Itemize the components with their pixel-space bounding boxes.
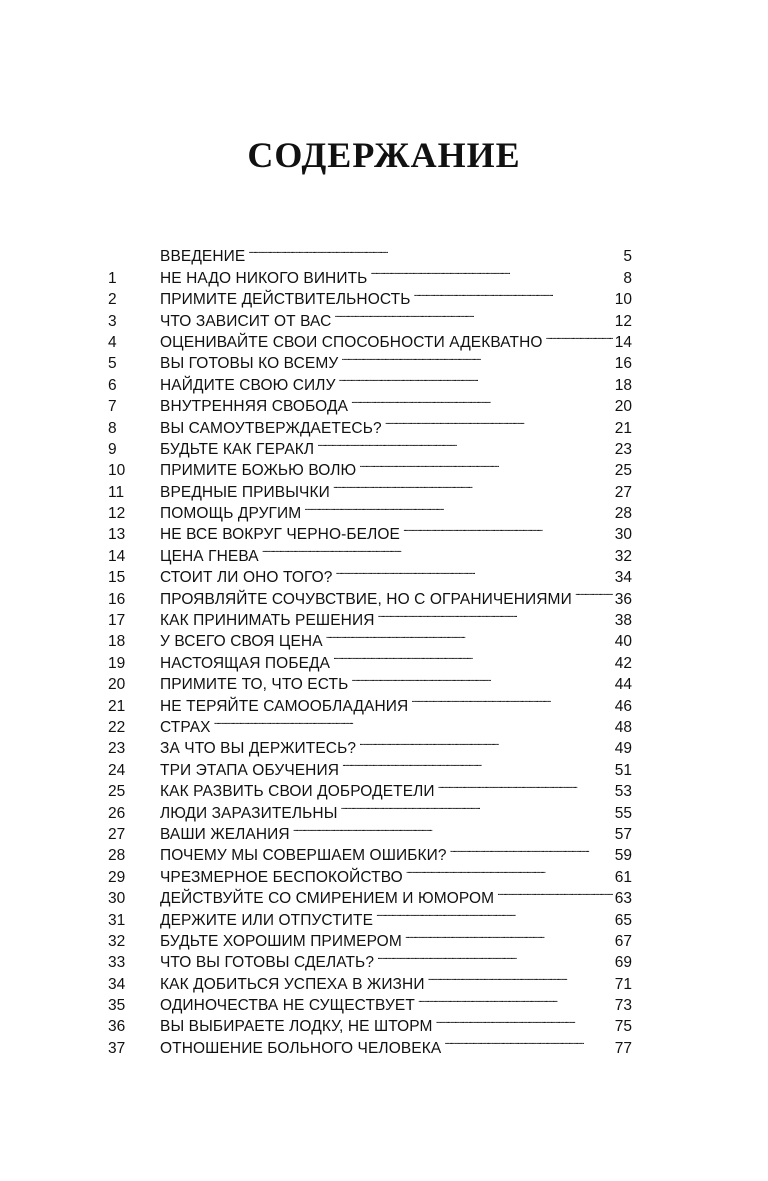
dot-leader bbox=[293, 818, 613, 839]
chapter-number: 6 bbox=[108, 376, 117, 394]
dot-leader bbox=[497, 882, 613, 903]
chapter-number: 37 bbox=[108, 1039, 126, 1057]
dot-leader bbox=[341, 796, 613, 817]
dot-leader bbox=[304, 497, 612, 518]
dot-leader bbox=[546, 326, 613, 347]
dot-leader bbox=[405, 925, 613, 946]
chapter-title: ПОМОЩЬ ДРУГИМ bbox=[160, 505, 302, 523]
chapter-number: 36 bbox=[108, 1018, 126, 1036]
page-number: 69 bbox=[614, 954, 632, 972]
chapter-title: ВАШИ ЖЕЛАНИЯ bbox=[160, 825, 290, 843]
chapter-title: ЧРЕЗМЕРНОЕ БЕСПОКОЙСТВО bbox=[160, 868, 403, 886]
chapter-number: 15 bbox=[108, 569, 126, 587]
chapter-number: 9 bbox=[108, 440, 117, 458]
dot-leader bbox=[411, 689, 612, 710]
page-number: 32 bbox=[614, 547, 632, 565]
table-of-contents bbox=[108, 240, 632, 1057]
dot-leader bbox=[403, 518, 613, 539]
chapter-title: БУДЬТЕ ХОРОШИМ ПРИМЕРОМ bbox=[160, 932, 402, 950]
chapter-title: ВНУТРЕННЯЯ СВОБОДА bbox=[160, 398, 349, 416]
chapter-title: ЗА ЧТО ВЫ ДЕРЖИТЕСЬ? bbox=[160, 740, 357, 758]
dot-leader bbox=[351, 390, 613, 411]
chapter-number: 24 bbox=[108, 761, 126, 779]
chapter-title: КАК ДОБИТЬСЯ УСПЕХА В ЖИЗНИ bbox=[160, 975, 425, 993]
dot-leader bbox=[377, 946, 613, 967]
chapter-title: ЛЮДИ ЗАРАЗИТЕЛЬНЫ bbox=[160, 804, 338, 822]
page-number: 28 bbox=[614, 505, 632, 523]
chapter-number: 27 bbox=[108, 825, 126, 843]
chapter-title: ПОЧЕМУ МЫ СОВЕРШАЕМ ОШИБКИ? bbox=[160, 847, 447, 865]
chapter-number: 13 bbox=[108, 526, 126, 544]
page-number: 63 bbox=[614, 890, 632, 908]
chapter-title: ВЫ ГОТОВЫ КО ВСЕМУ bbox=[160, 355, 339, 373]
dot-leader bbox=[385, 411, 613, 432]
dot-leader bbox=[326, 625, 613, 646]
page-number: 16 bbox=[614, 355, 632, 373]
dot-leader bbox=[436, 1010, 613, 1031]
chapter-title: ОЦЕНИВАЙТЕ СВОИ СПОСОБНОСТИ АДЕКВАТНО bbox=[160, 333, 543, 351]
page-number: 42 bbox=[614, 654, 632, 672]
dot-leader bbox=[359, 454, 612, 475]
chapter-number: 33 bbox=[108, 954, 126, 972]
chapter-number: 10 bbox=[108, 462, 126, 480]
chapter-number: 17 bbox=[108, 612, 126, 630]
dot-leader bbox=[359, 732, 613, 753]
chapter-title: У ВСЕГО СВОЯ ЦЕНА bbox=[160, 633, 323, 651]
chapter-title: ВВЕДЕНИЕ bbox=[160, 248, 246, 266]
page-number: 53 bbox=[614, 783, 632, 801]
dot-leader bbox=[418, 989, 613, 1010]
page-number: 55 bbox=[614, 804, 632, 822]
chapter-number: 16 bbox=[108, 590, 126, 608]
chapter-number: 4 bbox=[108, 333, 117, 351]
page-number: 57 bbox=[614, 825, 632, 843]
chapter-title: НЕ ТЕРЯЙТЕ САМООБЛАДАНИЯ bbox=[160, 697, 409, 715]
dot-leader bbox=[406, 860, 613, 881]
page-number: 44 bbox=[614, 676, 632, 694]
page-number: 21 bbox=[614, 419, 632, 437]
chapter-title: ДЕРЖИТЕ ИЛИ ОТПУСТИТЕ bbox=[160, 911, 374, 929]
dot-leader bbox=[438, 775, 613, 796]
page-number: 59 bbox=[614, 847, 632, 865]
page-number: 73 bbox=[614, 997, 632, 1015]
page-number: 20 bbox=[614, 398, 632, 416]
chapter-number: 21 bbox=[108, 697, 126, 715]
chapter-title: НЕ НАДО НИКОГО ВИНИТЬ bbox=[160, 269, 368, 287]
chapter-title: ВРЕДНЫЕ ПРИВЫЧКИ bbox=[160, 483, 330, 501]
chapter-title: НЕ ВСЕ ВОКРУГ ЧЕРНО-БЕЛОЕ bbox=[160, 526, 400, 544]
page-number: 10 bbox=[614, 291, 632, 309]
chapter-title: ЧТО ЗАВИСИТ ОТ ВАС bbox=[160, 312, 332, 330]
chapter-title: ОТНОШЕНИЕ БОЛЬНОГО ЧЕЛОВЕКА bbox=[160, 1039, 442, 1057]
dot-leader bbox=[450, 839, 613, 860]
page-number: 49 bbox=[614, 740, 632, 758]
chapter-number: 31 bbox=[108, 911, 126, 929]
page-number: 77 bbox=[614, 1039, 632, 1057]
chapter-title: ДЕЙСТВУЙТЕ СО СМИРЕНИЕМ И ЮМОРОМ bbox=[160, 890, 495, 908]
chapter-number: 32 bbox=[108, 932, 126, 950]
chapter-title: ПРОЯВЛЯЙТЕ СОЧУВСТВИЕ, НО С ОГРАНИЧЕНИЯМИ bbox=[160, 590, 572, 608]
chapter-number: 1 bbox=[108, 269, 117, 287]
page-number: 48 bbox=[614, 718, 632, 736]
chapter-number: 14 bbox=[108, 547, 126, 565]
dot-leader bbox=[370, 261, 621, 282]
dot-leader bbox=[444, 1031, 612, 1052]
dot-leader bbox=[335, 561, 612, 582]
chapter-title: ПРИМИТЕ ДЕЙСТВИТЕЛЬНОСТЬ bbox=[160, 291, 411, 309]
chapter-number: 28 bbox=[108, 847, 126, 865]
chapter-title: КАК РАЗВИТЬ СВОИ ДОБРОДЕТЕЛИ bbox=[160, 783, 435, 801]
dot-leader bbox=[351, 668, 612, 689]
page-number: 46 bbox=[614, 697, 632, 715]
page-number: 25 bbox=[614, 462, 632, 480]
chapter-number: 29 bbox=[108, 868, 126, 886]
page-number: 5 bbox=[623, 248, 632, 266]
chapter-number: 19 bbox=[108, 654, 126, 672]
chapter-title: НАЙДИТЕ СВОЮ СИЛУ bbox=[160, 376, 336, 394]
page-number: 71 bbox=[614, 975, 632, 993]
page-number: 61 bbox=[614, 868, 632, 886]
chapter-number: 26 bbox=[108, 804, 126, 822]
dot-leader bbox=[248, 240, 621, 261]
page-title: СОДЕРЖАНИЕ bbox=[247, 135, 521, 175]
chapter-number: 2 bbox=[108, 291, 117, 309]
dot-leader bbox=[342, 753, 613, 774]
chapter-title: ВЫ САМОУТВЕРЖДАЕТЕСЬ? bbox=[160, 419, 382, 437]
dot-leader bbox=[376, 903, 613, 924]
page-number: 12 bbox=[614, 312, 632, 330]
chapter-number: 5 bbox=[108, 355, 117, 373]
chapter-number: 25 bbox=[108, 783, 126, 801]
page-number: 38 bbox=[614, 612, 632, 630]
page-number: 27 bbox=[614, 483, 632, 501]
chapter-number: 34 bbox=[108, 975, 126, 993]
chapter-number: 35 bbox=[108, 997, 126, 1015]
dot-leader bbox=[378, 604, 613, 625]
page-number: 23 bbox=[614, 440, 632, 458]
chapter-number: 20 bbox=[108, 676, 126, 694]
chapter-title: ВЫ ВЫБИРАЕТЕ ЛОДКУ, НЕ ШТОРМ bbox=[160, 1018, 433, 1036]
chapter-title: ТРИ ЭТАПА ОБУЧЕНИЯ bbox=[160, 761, 340, 779]
toc-entry bbox=[108, 240, 632, 266]
chapter-number: 30 bbox=[108, 890, 126, 908]
chapter-number: 18 bbox=[108, 633, 126, 651]
dot-leader bbox=[414, 283, 613, 304]
chapter-title: ЦЕНА ГНЕВА bbox=[160, 547, 259, 565]
page-number: 8 bbox=[623, 269, 632, 287]
page-number: 14 bbox=[614, 333, 632, 351]
chapter-title: БУДЬТЕ КАК ГЕРАКЛ bbox=[160, 440, 315, 458]
page-number: 65 bbox=[614, 911, 632, 929]
chapter-title: ПРИМИТЕ ТО, ЧТО ЕСТЬ bbox=[160, 676, 349, 694]
chapter-title: КАК ПРИНИМАТЬ РЕШЕНИЯ bbox=[160, 612, 375, 630]
dot-leader bbox=[214, 711, 613, 732]
dot-leader bbox=[333, 646, 613, 667]
page-number: 34 bbox=[614, 569, 632, 587]
dot-leader bbox=[341, 347, 612, 368]
chapter-title: СТОИТ ЛИ ОНО ТОГО? bbox=[160, 569, 333, 587]
dot-leader bbox=[428, 967, 613, 988]
chapter-title: ЧТО ВЫ ГОТОВЫ СДЕЛАТЬ? bbox=[160, 954, 375, 972]
chapter-title: НАСТОЯЩАЯ ПОБЕДА bbox=[160, 654, 331, 672]
page-number: 18 bbox=[614, 376, 632, 394]
dot-leader bbox=[334, 304, 612, 325]
chapter-number: 7 bbox=[108, 398, 117, 416]
dot-leader bbox=[262, 539, 613, 560]
chapter-number: 22 bbox=[108, 718, 126, 736]
dot-leader bbox=[339, 368, 613, 389]
chapter-title: ПРИМИТЕ БОЖЬЮ ВОЛЮ bbox=[160, 462, 357, 480]
chapter-number: 3 bbox=[108, 312, 117, 330]
page-number: 51 bbox=[614, 761, 632, 779]
chapter-number: 8 bbox=[108, 419, 117, 437]
page-number: 30 bbox=[614, 526, 632, 544]
dot-leader bbox=[317, 433, 613, 454]
page-number: 75 bbox=[614, 1018, 632, 1036]
page-number: 40 bbox=[614, 633, 632, 651]
chapter-title: СТРАХ bbox=[160, 718, 211, 736]
chapter-number: 23 bbox=[108, 740, 126, 758]
chapter-number: 11 bbox=[108, 483, 125, 501]
chapter-title: ОДИНОЧЕСТВА НЕ СУЩЕСТВУЕТ bbox=[160, 997, 415, 1015]
chapter-number: 12 bbox=[108, 505, 126, 523]
dot-leader bbox=[333, 475, 613, 496]
page-number: 67 bbox=[614, 932, 632, 950]
dot-leader bbox=[575, 582, 613, 603]
page-number: 36 bbox=[614, 590, 632, 608]
